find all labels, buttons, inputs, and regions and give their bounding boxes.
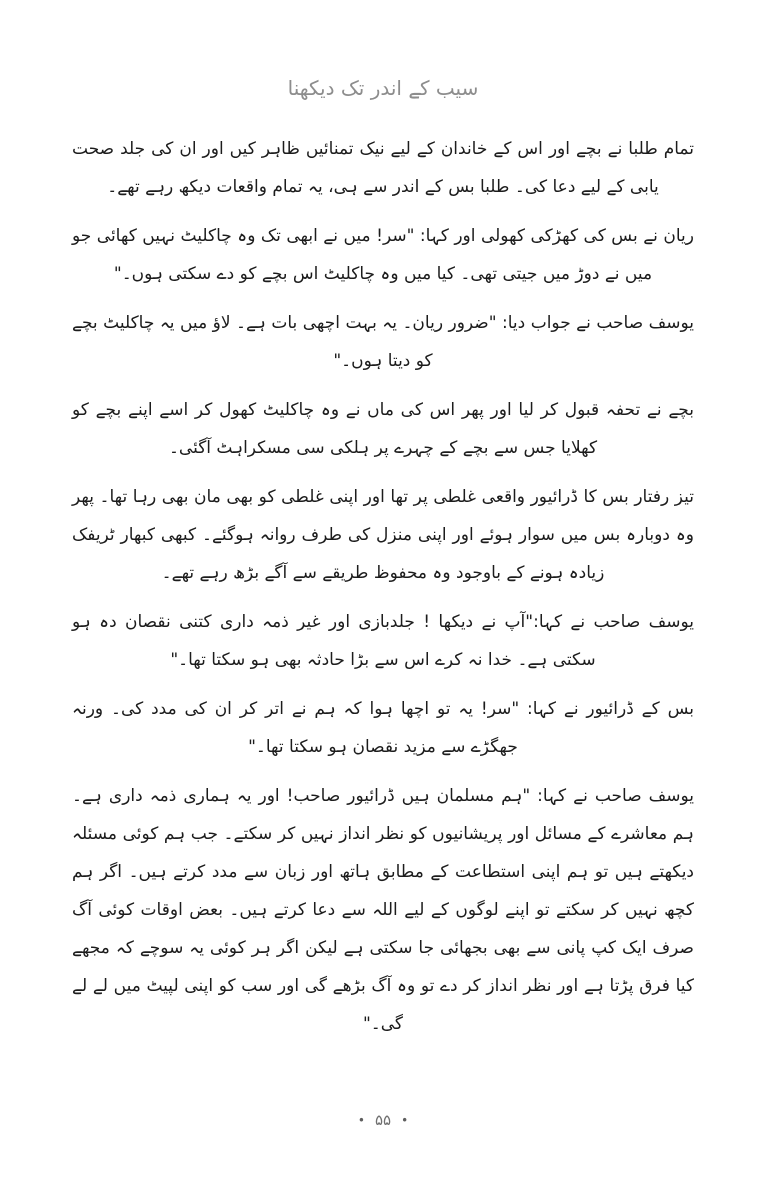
paragraph-6: یوسف صاحب نے کہا:"آپ نے دیکھا ! جلدبازی اور غیر ذمہ داری کتنی نقصان دہ ہو سکتی ہے۔ خدا نہ کرے اس سے بڑا حادثہ بھی ہو سکتا تھا۔": [72, 612, 694, 670]
chapter-title: سیب کے اندر تک دیکھنا: [287, 76, 479, 100]
paragraph-2: ریان نے بس کی کھڑکی کھولی اور کہا: "سر! میں نے ابھی تک وہ چاکلیٹ نہیں کھائی جو میں نے دوڑ میں جیتی تھی۔ کیا میں وہ چاکلیٹ اس بچے کو دے سکتی ہوں۔": [72, 226, 694, 284]
page-body: [72, 130, 694, 1054]
paragraph-3: یوسف صاحب نے جواب دیا: "ضرور ریان۔ یہ بہت اچھی بات ہے۔ لاؤ میں یہ چاکلیٹ بچے کو دیتا ہوں۔": [72, 313, 694, 371]
footer-bullet-right: •: [357, 1113, 365, 1128]
paragraph-8: یوسف صاحب نے کہا: "ہم مسلمان ہیں ڈرائیور صاحب! اور یہ ہماری ذمہ داری ہے۔ ہم معاشرے کے مسائل اور پریشانیوں کو نظر انداز نہیں کر سکتے۔ جب ہم کوئی مسئلہ دیکھتے ہیں تو ہم اپنی استطاعت کے مطابق ہاتھ اور زبان سے مدد کرتے ہیں۔ اگر ہم کچھ نہیں کر سکتے تو اپنے لوگوں کے لیے اللہ سے دعا کرتے ہیں۔ بعض اوقات کوئی آگ صرف ایک کپ پانی سے بھی بجھائی جا سکتی ہے لیکن اگر ہر کوئی یہ سوچے کہ مجھے کیا فرق پڑتا ہے اور نظر انداز کر دے تو وہ آگ بڑھے گی اور سب کو اپنی لپیٹ میں لے لے گی۔": [72, 786, 694, 1034]
page-number: ۵۵: [374, 1111, 392, 1129]
paragraph-4: بچے نے تحفہ قبول کر لیا اور پھر اس کی ماں نے وہ چاکلیٹ کھول کر اسے اپنے بچے کو کھلایا جس سے بچے کے چہرے پر ہلکی سی مسکراہٹ آگئی۔: [72, 400, 694, 458]
paragraph-1: تمام طلبا نے بچے اور اس کے خاندان کے لیے نیک تمنائیں ظاہر کیں اور ان کی جلد صحت یابی کے لیے دعا کی۔ طلبا بس کے اندر سے ہی، یہ تمام واقعات دیکھ رہے تھے۔: [72, 139, 694, 197]
footer-bullet-left: •: [401, 1113, 409, 1128]
page-footer: [0, 1110, 766, 1129]
paragraph-5: تیز رفتار بس کا ڈرائیور واقعی غلطی پر تھا اور اپنی غلطی کو بھی مان بھی رہا تھا۔ پھر وہ دوبارہ بس میں سوار ہوئے اور اپنی منزل کی طرف روانہ ہوگئے۔ کبھی کبھار ٹریفک زیادہ ہونے کے باوجود وہ محفوظ طریقے سے آگے بڑھ رہے تھے۔: [72, 487, 694, 583]
paragraph-7: بس کے ڈرائیور نے کہا: "سر! یہ تو اچھا ہوا کہ ہم نے اتر کر ان کی مدد کی۔ ورنہ جھگڑے سے مزید نقصان ہو سکتا تھا۔": [72, 699, 694, 757]
